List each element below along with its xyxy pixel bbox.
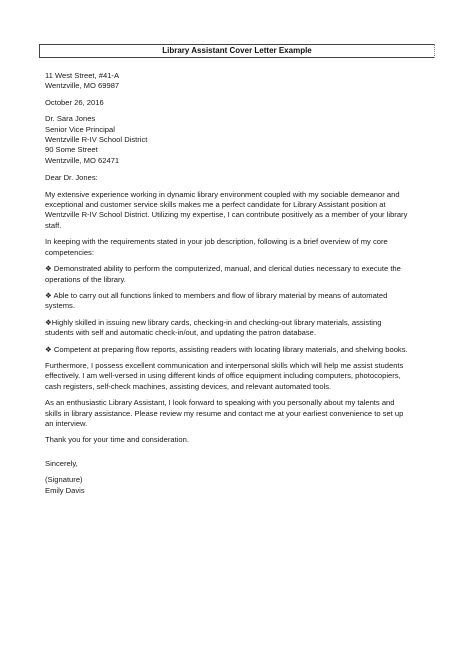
- sender-name: Emily Davis: [45, 485, 85, 495]
- paragraph-line: My extensive experience working in dynamic library environment coupled with my sociable demeanor and: [45, 189, 400, 199]
- bullet-line: ❖ Able to carry out all functions linked to members and flow of library material by means of automated: [45, 290, 388, 300]
- letter-date: October 26, 2016: [45, 97, 104, 107]
- paragraph-line: exceptional and customer service skills makes me a perfect candidate for Library Assistant position at: [45, 200, 386, 210]
- paragraph-line: staff.: [45, 220, 62, 230]
- bullet-line: systems.: [45, 301, 75, 311]
- recipient-line: Dr. Sara Jones: [45, 114, 96, 124]
- paragraph-line: As an enthusiastic Library Assistant, I look forward to speaking with you personally about my talents and: [45, 398, 395, 408]
- recipient-line: Wentzville R-IV School District: [45, 135, 148, 145]
- salutation: Dear Dr. Jones:: [45, 173, 98, 183]
- paragraph-line: effectively. I am well-versed in using different kinds of office equipment including computers, photocopiers,: [45, 371, 401, 381]
- letter-body: [45, 71, 425, 496]
- document-title: [39, 44, 434, 58]
- paragraph-line: skills in library assistance. Please review my resume and contact me at your earliest convenience to set up: [45, 408, 404, 418]
- bullet-line: ❖ Competent at preparing flow reports, assisting readers with locating library materials, and shelving books.: [45, 344, 408, 354]
- recipient-line: Wentzville, MO 62471: [45, 155, 120, 165]
- bullet-item: [45, 318, 425, 339]
- paragraph-line: Wentzville R-IV School District. Utilizing my expertise, I can contribute positively as a member of your library: [45, 210, 408, 220]
- paragraph-line: Furthermore, I possess excellent communication and interpersonal skills which will help me assist students: [45, 360, 404, 370]
- bullet-line: ❖ Demonstrated ability to perform the computerized, manual, and clerical duties necessary to execute the: [45, 264, 401, 274]
- recipient-line: 90 Some Street: [45, 145, 98, 155]
- bullet-item: [45, 345, 425, 355]
- paragraph-intro: [45, 190, 425, 232]
- bullet-line: operations of the library.: [45, 274, 126, 284]
- sender-address: [45, 71, 425, 92]
- closing: Sincerely,: [45, 458, 78, 468]
- bullet-item: [45, 264, 425, 285]
- sender-address-line: 11 West Street, #41-A: [45, 71, 120, 80]
- paragraph-line: an interview.: [45, 418, 88, 428]
- signature: (Signature): [45, 475, 83, 485]
- title-divider: [433, 44, 435, 58]
- bullet-line: students with self and automatic check-in/out, and updating the patron database.: [45, 328, 317, 338]
- paragraph-line: cash registers, self-check machines, assisting devices, and relevant automated tools.: [45, 381, 332, 391]
- recipient-address: [45, 114, 425, 166]
- paragraph-skills: [45, 361, 425, 392]
- sender-address-line: Wentzville, MO 69987: [45, 81, 120, 91]
- document-title-text: Library Assistant Cover Letter Example: [162, 46, 312, 55]
- bullet-line: ❖Highly skilled in issuing new library cards, checking-in and checking-out library materials, assisting: [45, 317, 382, 327]
- recipient-line: Senior Vice Principal: [45, 124, 115, 134]
- bullet-item: [45, 291, 425, 312]
- thank-you-line: Thank you for your time and consideration.: [45, 435, 189, 445]
- paragraph-competencies: [45, 237, 425, 258]
- paragraph-closing: [45, 398, 425, 429]
- paragraph-line: In keeping with the requirements stated in your job description, following is a brief overview of my core: [45, 237, 388, 247]
- paragraph-line: competencies:: [45, 247, 94, 257]
